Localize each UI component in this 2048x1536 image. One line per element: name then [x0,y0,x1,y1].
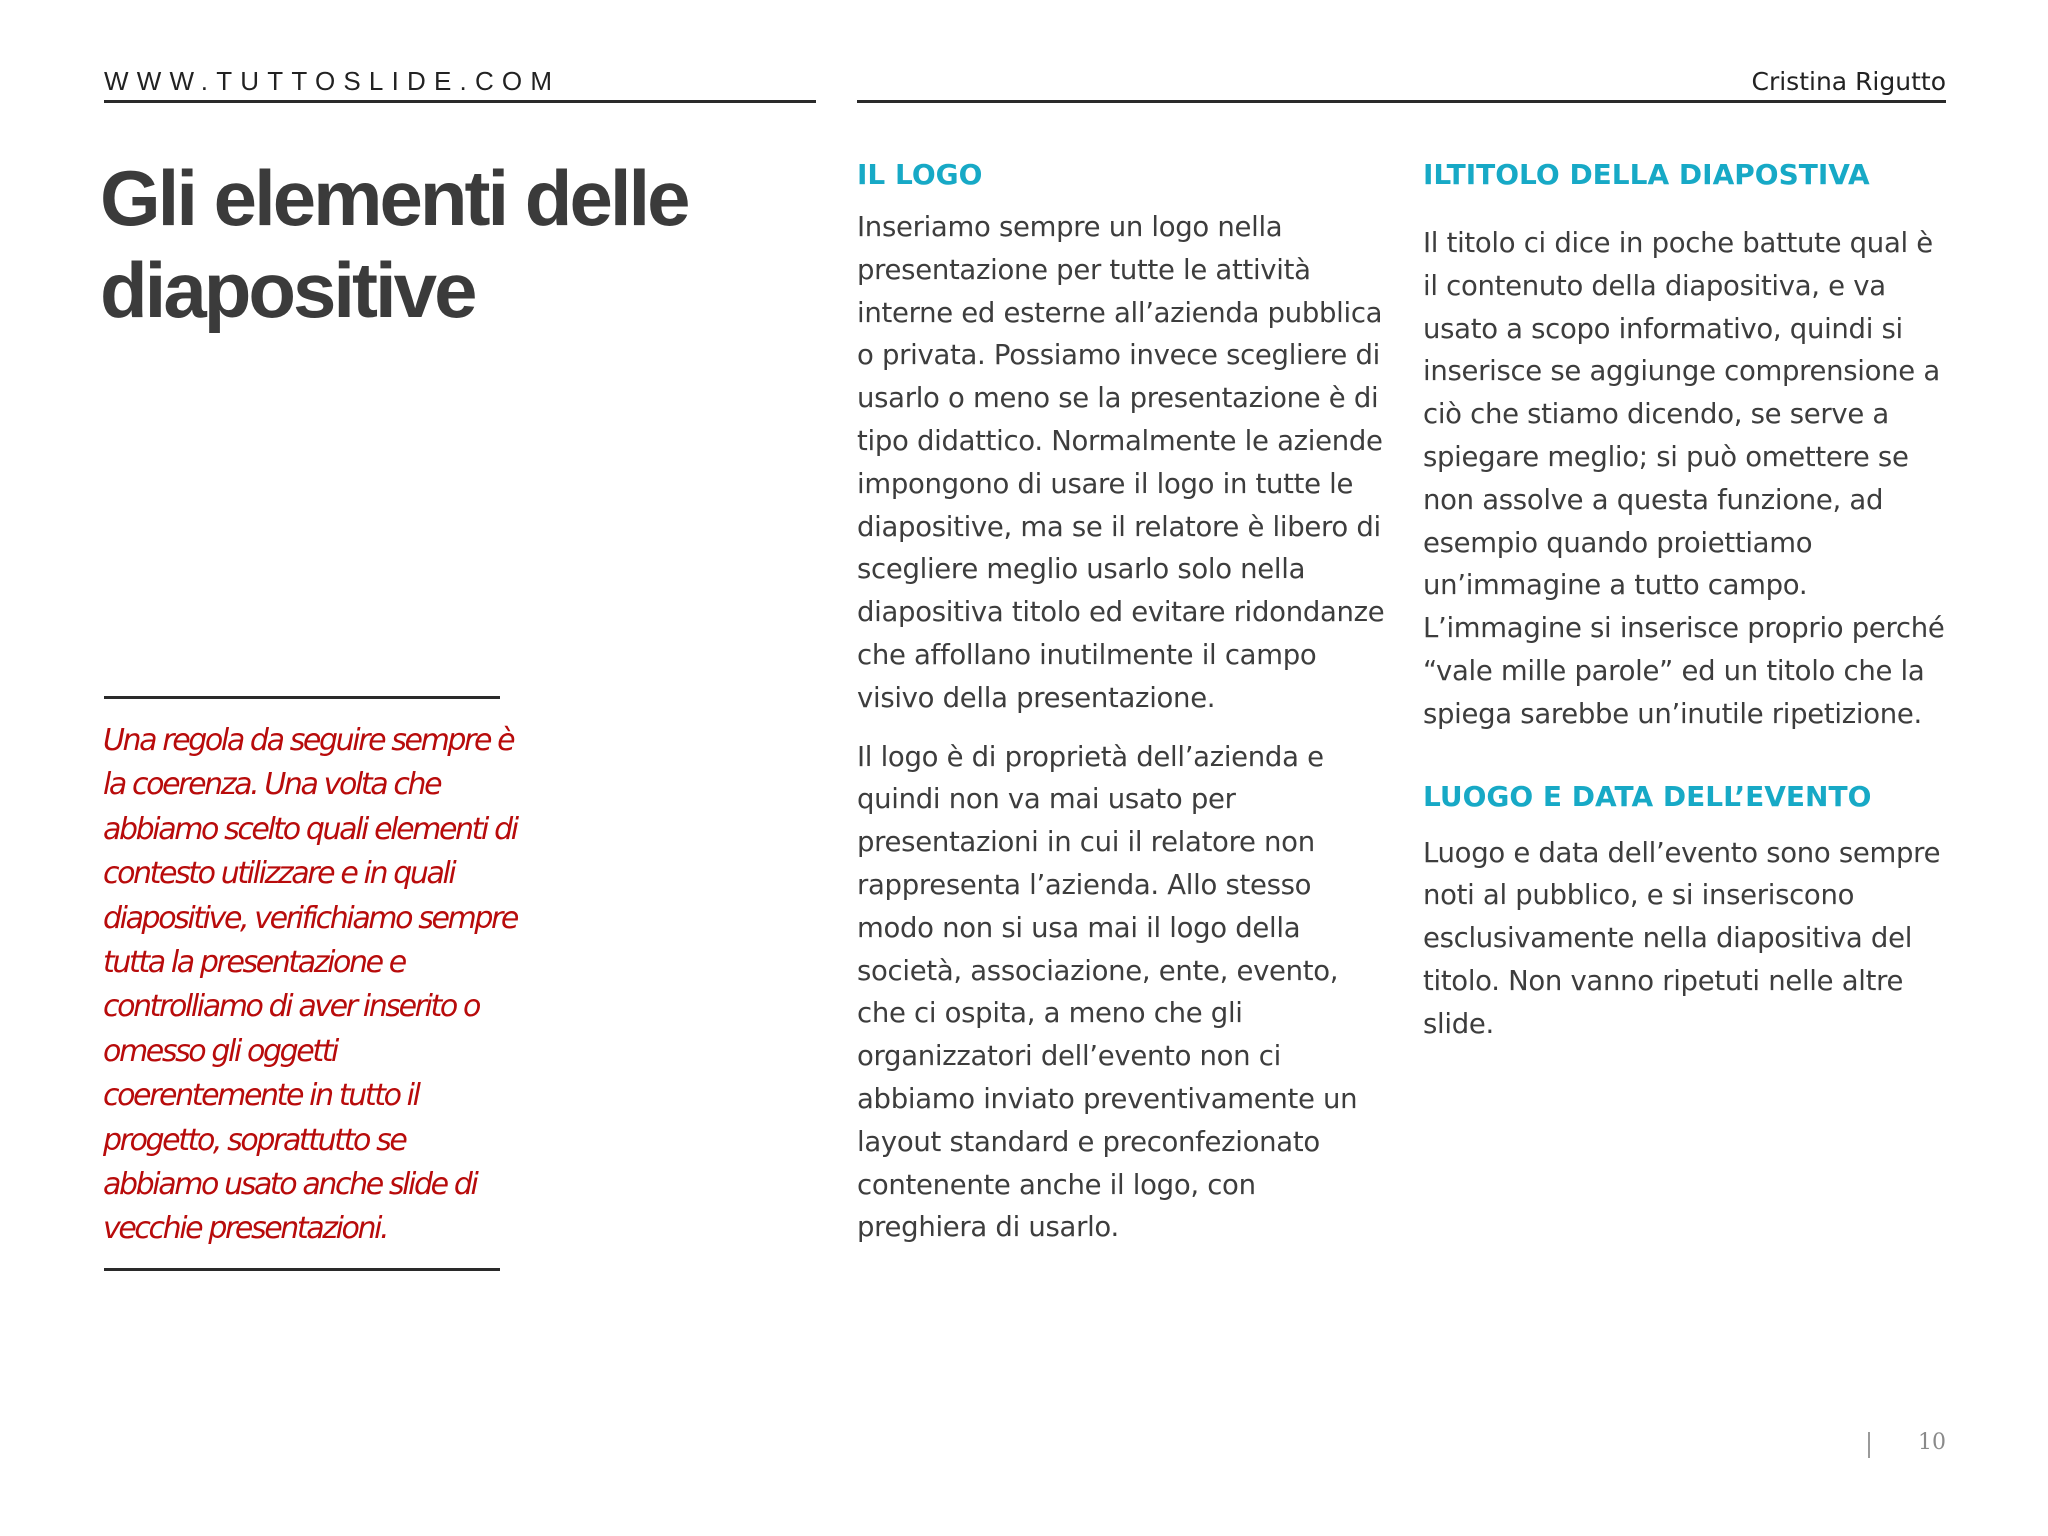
paragraph: Inseriamo sempre un logo nella presentazione per tutte le attività interne ed esterne all’azienda pubblica o privata. Possiamo invece scegliere di usarlo o meno se la presentazione è di tipo didattico. Normalmente le aziende impongono di usare il logo in tutte le diapositive, ma se il relatore è libero di scegliere meglio usarlo solo nella diapositiva titolo ed evitare ridondanze che affollano inutilmente il campo visivo della presentazione. [857,211,1385,714]
page-number-separator [1868,1432,1870,1458]
quote-rule-bottom [104,1268,500,1271]
section-body-event [1423,832,1953,1046]
page-title: Gli elementi delle diapositive [100,154,688,334]
section-body-slide-title [1423,222,1953,736]
section-heading-slide-title: ILTITOLO DELLA DIAPOSTIVA [1423,158,1870,191]
section-heading-event: LUOGO E DATA DELL’EVENTO [1423,779,1872,813]
pull-quote: Una regola da seguire sempre è la coerenza. Una volta che abbiamo scelto quali elementi di contesto utilizzare e in quali diapositive, verifichiamo sempre tutta la presentazione e controlliamo di aver inserito o omesso gli oggetti coerentemente in tutto il progetto, soprattutto se abbiamo usato anche slide di vecchie presentazioni. [103,723,517,1247]
section-body-logo [857,206,1387,1249]
header-rule-right [857,100,1946,103]
paragraph: Il logo è di proprietà dell’azienda e quindi non va mai usato per presentazioni in cui il relatore non rappresenta l’azienda. Allo stesso modo non si usa mai il logo della società, associazione, ente, evento, che ci ospita, a meno che gli organizzatori dell’evento non ci abbiamo inviato preventivamente un layout standard e preconfezionato contenente anche il logo, con preghiera di usarlo. [857,740,1358,1244]
quote-rule-top [104,696,500,699]
page-number: 10 [1918,1430,1946,1455]
site-url: WWW.TUTTOSLIDE.COM [104,66,561,96]
paragraph: Luogo e data dell’evento sono sempre noti al pubblico, e si inseriscono esclusivamente nella diapositiva del titolo. Non vanno ripetuti nelle altre slide. [1423,836,1941,1040]
content-column-left [857,150,1387,1249]
section-heading-logo: IL LOGO [857,158,983,191]
paragraph: Il titolo ci dice in poche battute qual è il contenuto della diapositiva, e va usato a scopo informativo, quindi si inserisce se aggiunge comprensione a ciò che stiamo dicendo, se serve a spiegare meglio; si può omettere se non assolve a questa funzione, ad esempio quando proiettiamo un’immagine a tutto campo. L’immagine si inserisce proprio perché “vale mille parole” ed un titolo che la spiega sarebbe un’inutile ripetizione. [1423,227,1945,730]
content-column-right [1423,150,1953,1046]
header-rule-left [104,100,816,103]
author-name: Cristina Rigutto [1751,67,1946,96]
